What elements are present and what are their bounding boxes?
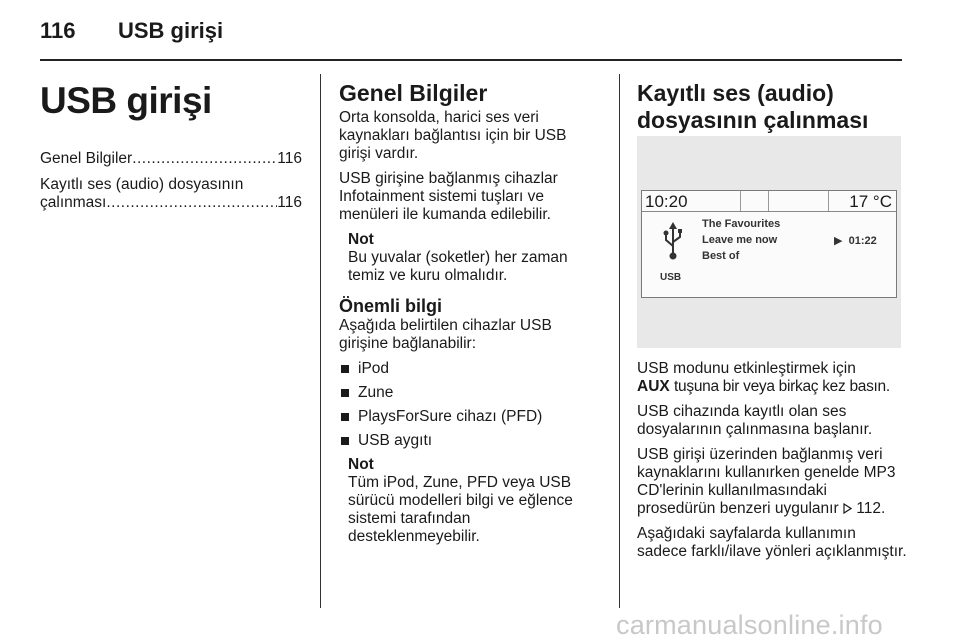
play-icon: ▶ [834, 235, 843, 247]
section-title-general: Genel Bilgiler [339, 80, 488, 106]
list-item: Zune [339, 384, 601, 402]
paragraph-procedure: USB girişi üzerinden bağlanmış veri kaynaklarını kullanırken genelde MP3 CD'lerinin kullanılmasındaki prosedürün benzeri uygulanır 112. [637, 446, 896, 517]
usb-icon [662, 222, 684, 262]
toc-entry-playback[interactable] [40, 176, 302, 212]
page-reference-icon [843, 503, 852, 514]
list-item: USB aygıtı [339, 432, 601, 450]
bullet-square-icon [341, 437, 349, 445]
note-text: Bu yuvalar (soketler) her zaman temiz ve kuru olmalıdır. [348, 249, 568, 284]
note-block [348, 456, 601, 546]
aux-key-label: AUX [637, 378, 670, 395]
status-divider [828, 191, 829, 211]
paragraph-start-playback: USB cihazında kayıtlı olan ses dosyalarının çalınmasına başlanır. [637, 403, 873, 438]
note-text: Tüm iPod, Zune, PFD veya USB sürücü modelleri bilgi ve eğlence sistemi tarafından desteklenmeyebilir. [348, 474, 573, 545]
track-item[interactable]: Best of [702, 250, 740, 262]
note-label: Not [348, 231, 374, 248]
page-number: 116 [40, 18, 76, 43]
device-list [339, 360, 601, 450]
bullet-square-icon [341, 413, 349, 421]
right-column-body [637, 360, 907, 568]
right-column-heading [637, 80, 905, 136]
toc-entry-page: 116 [277, 194, 302, 211]
paragraph-activate: USB modunu etkinleştirmek için AUX tuşuna bir veya birkaç kez basın. [637, 360, 890, 395]
track-item[interactable]: The Favourites [702, 218, 781, 230]
source-label: USB [660, 272, 682, 283]
section-title-playback: Kayıtlı ses (audio) dosyasının çalınması [637, 80, 869, 133]
track-item[interactable]: Leave me now [702, 234, 778, 246]
table-of-contents [40, 150, 302, 220]
toc-entry-label: çalınması [40, 194, 107, 211]
bullet-square-icon [341, 389, 349, 397]
column-divider-left [320, 74, 321, 608]
display-track-list [642, 214, 896, 295]
note-block [348, 231, 601, 285]
bullet-square-icon [341, 365, 349, 373]
status-divider [740, 191, 741, 211]
toc-entry-page: 116 [277, 150, 302, 167]
subsection-title-important: Önemli bilgi [339, 296, 443, 316]
toc-leader-dots [106, 194, 277, 212]
paragraph-devices: Aşağıda belirtilen cihazlar USB girişine bağlanabilir: [339, 317, 552, 352]
list-item: PlaysForSure cihazı (PFD) [339, 408, 601, 426]
toc-entry-label: Genel Bilgiler [40, 150, 133, 167]
toc-leader-dots [132, 150, 277, 168]
note-label: Not [348, 456, 374, 473]
playback-time: 01:22 [848, 235, 877, 247]
header-rule [40, 59, 902, 61]
middle-column [339, 80, 601, 554]
paragraph-following-pages: Aşağıdaki sayfalarda kullanımın sadece farklı/ilave yönleri açıklanmıştır. [637, 525, 907, 560]
chapter-title: USB girişi [40, 80, 212, 121]
display-temperature: 17 °C [849, 192, 892, 211]
watermark: carmanualsonline.info [616, 610, 883, 640]
display-status-bar [642, 191, 896, 212]
infotainment-display [641, 190, 897, 298]
playback-indicator [834, 234, 877, 247]
paragraph-control: USB girişine bağlanmış cihazlar Infotainment sistemi tuşları ve menüleri ile kumanda edilebilir. [339, 170, 558, 223]
column-divider-right [619, 74, 620, 608]
running-title: USB girişi [118, 18, 224, 43]
toc-entry-label-line: Kayıtlı ses (audio) dosyasının [40, 176, 244, 193]
display-clock: 10:20 [645, 192, 688, 211]
list-item: iPod [339, 360, 601, 378]
toc-entry-general[interactable] [40, 150, 302, 168]
status-divider [768, 191, 769, 211]
paragraph-console-usb: Orta konsolda, harici ses veri kaynakları bağlantısı için bir USB girişi vardır. [339, 109, 567, 162]
